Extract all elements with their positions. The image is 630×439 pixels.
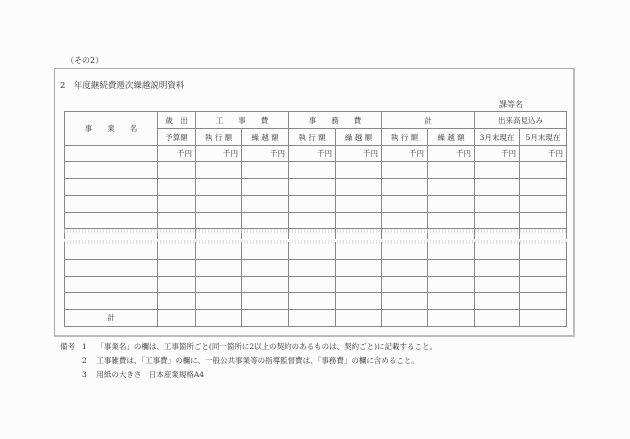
carryover-table-top bbox=[64, 111, 567, 239]
table-row bbox=[65, 259, 567, 276]
header-koujihi-kurikoshi: 繰 越 額 bbox=[242, 129, 289, 146]
break-line-top bbox=[64, 229, 566, 233]
header-saishutsu: 歳 出 bbox=[158, 112, 196, 129]
header-jigyomei: 事 業 名 bbox=[65, 112, 158, 146]
unit-label: 千円 bbox=[475, 146, 520, 162]
notes-label: 備考 bbox=[60, 342, 75, 351]
table-row bbox=[65, 276, 567, 292]
header-kei-kurikoshi: 繰 越 額 bbox=[428, 129, 475, 146]
unit-label: 千円 bbox=[428, 146, 475, 162]
unit-label: 千円 bbox=[382, 146, 428, 162]
header-yosangaku: 予算額 bbox=[158, 129, 196, 146]
header-dekidaka: 出来高見込み bbox=[475, 112, 567, 129]
table-row bbox=[65, 162, 567, 179]
header-march: 3月末現在 bbox=[475, 129, 520, 146]
table-row bbox=[65, 242, 567, 259]
section-name-field[interactable]: 課等名 bbox=[499, 99, 565, 112]
unit-label: 千円 bbox=[158, 146, 196, 162]
header-jimuhi-kurikoshi: 繰 越 額 bbox=[336, 129, 382, 146]
note-1: 備考 1 「事業名」の欄は、工事箇所ごと(同一箇所に2以上の契約のあるものは、契約ごと)に記載すること。 bbox=[60, 342, 438, 351]
header-jimuhi-shikkou: 執 行 額 bbox=[289, 129, 336, 146]
page-sono-label: （その2） bbox=[66, 56, 104, 65]
unit-row bbox=[65, 146, 567, 162]
note-2: 2 工事雑費は、「工事費」の欄に、一般公共事業等の指導監督費は、「事務費」の欄に含めること。 bbox=[82, 356, 419, 365]
table-row bbox=[65, 213, 567, 229]
form-title: 2 年度継続費逓次繰越説明資料 bbox=[60, 81, 185, 91]
note-3: 3 用紙の大きさ 日本産業規格A4 bbox=[82, 370, 205, 379]
header-koujihi: 工 事 費 bbox=[196, 112, 289, 129]
unit-label: 千円 bbox=[520, 146, 567, 162]
header-kei-shikkou: 執 行 額 bbox=[382, 129, 428, 146]
table-row bbox=[65, 292, 567, 309]
carryover-table-bottom bbox=[64, 242, 567, 327]
unit-label: 千円 bbox=[242, 146, 289, 162]
total-label: 計 bbox=[65, 309, 158, 326]
table-row bbox=[65, 179, 567, 196]
header-koujihi-shikkou: 執 行 額 bbox=[196, 129, 242, 146]
table-row bbox=[65, 196, 567, 213]
header-may: 5月末現在 bbox=[520, 129, 567, 146]
header-jimuhi: 事 務 費 bbox=[289, 112, 382, 129]
unit-label: 千円 bbox=[196, 146, 242, 162]
total-row bbox=[65, 309, 567, 326]
unit-label: 千円 bbox=[336, 146, 382, 162]
unit-label: 千円 bbox=[289, 146, 336, 162]
header-kei: 計 bbox=[382, 112, 475, 129]
